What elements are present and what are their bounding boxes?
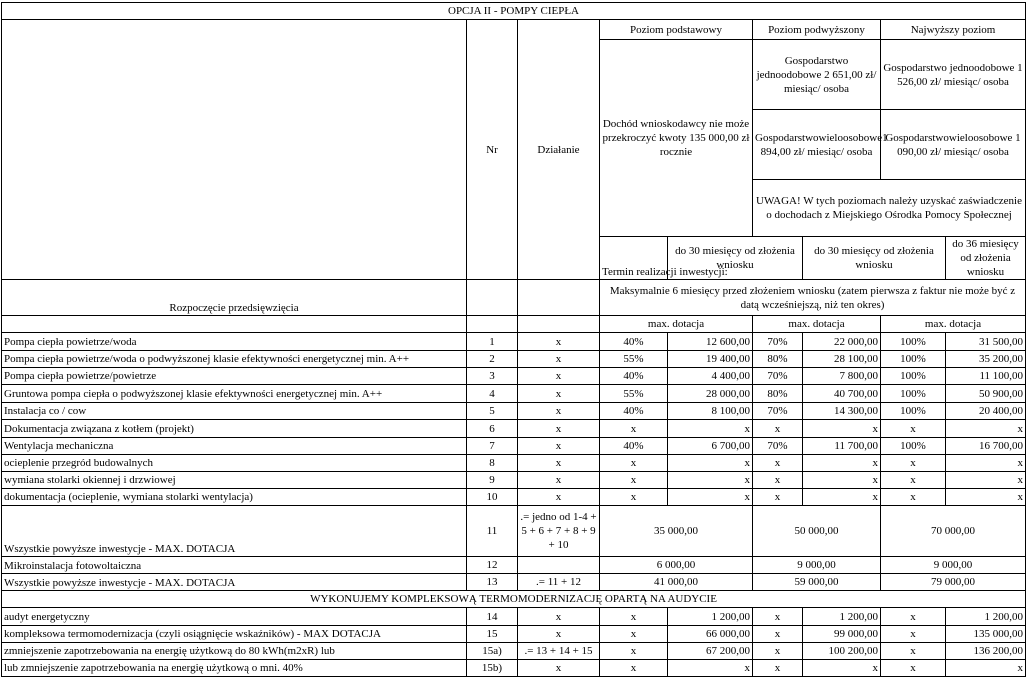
row-action: x xyxy=(518,420,600,438)
highest-percent: 100% xyxy=(881,403,946,420)
basic-percent: 55% xyxy=(600,351,668,368)
table-row xyxy=(2,368,1026,385)
row-name: Gruntowa pompa ciepła o podwyższonej klasie efektywności energetycznej min. A++ xyxy=(2,385,467,403)
row-name: audyt energetyczny xyxy=(2,608,467,626)
basic-total: 41 000,00 xyxy=(600,574,753,591)
row-action: .= 13 + 14 + 15 xyxy=(518,643,600,660)
table-row xyxy=(2,403,1026,420)
highest-amount: 1 200,00 xyxy=(946,608,1026,626)
row-name: Pompa ciepła powietrze/woda xyxy=(2,333,467,351)
row-nr: 5 xyxy=(467,403,518,420)
deadline-label: Termin realizacji inwestycji: xyxy=(600,237,668,280)
basic-amount: x xyxy=(668,472,753,489)
row-name: Instalacja co / cow xyxy=(2,403,467,420)
basic-percent: x xyxy=(600,660,668,677)
higher-percent: 70% xyxy=(753,438,803,455)
level-basic-header: Poziom podstawowy xyxy=(600,20,753,40)
highest-amount: x xyxy=(946,420,1026,438)
row-action: x xyxy=(518,608,600,626)
row-action: x xyxy=(518,455,600,472)
basic-percent: 40% xyxy=(600,438,668,455)
max-grant-row xyxy=(2,316,1026,333)
higher-percent: 70% xyxy=(753,403,803,420)
row-action: x xyxy=(518,368,600,385)
higher-total: 59 000,00 xyxy=(753,574,881,591)
row-nr: 14 xyxy=(467,608,518,626)
higher-total: 50 000,00 xyxy=(753,506,881,557)
level-header-row xyxy=(2,20,1026,40)
higher-percent: x xyxy=(753,420,803,438)
basic-amount: 66 000,00 xyxy=(668,626,753,643)
highest-amount: x xyxy=(946,472,1026,489)
higher-percent: x xyxy=(753,455,803,472)
basic-percent: x xyxy=(600,626,668,643)
start-row xyxy=(2,280,1026,316)
row-nr: 7 xyxy=(467,438,518,455)
row-action: x xyxy=(518,385,600,403)
highest-total: 79 000,00 xyxy=(881,574,1026,591)
max-grant-higher: max. dotacja xyxy=(753,316,881,333)
higher-amount: 28 100,00 xyxy=(803,351,881,368)
highest-percent: 100% xyxy=(881,438,946,455)
highest-amount: 135 000,00 xyxy=(946,626,1026,643)
highest-total: 70 000,00 xyxy=(881,506,1026,557)
basic-percent: x xyxy=(600,489,668,506)
higher-total: 9 000,00 xyxy=(753,557,881,574)
row-nr: 9 xyxy=(467,472,518,489)
higher-percent: 80% xyxy=(753,385,803,403)
empty-cell xyxy=(518,280,600,316)
highest-amount: 136 200,00 xyxy=(946,643,1026,660)
basic-total: 6 000,00 xyxy=(600,557,753,574)
row-name: Wszystkie powyższe inwestycje - MAX. DOTACJA xyxy=(2,574,467,591)
basic-amount: 19 400,00 xyxy=(668,351,753,368)
row-nr: 15b) xyxy=(467,660,518,677)
row-nr: 11 xyxy=(467,506,518,557)
basic-amount: 1 200,00 xyxy=(668,608,753,626)
basic-amount: x xyxy=(668,420,753,438)
table-row xyxy=(2,351,1026,368)
header-empty-cell xyxy=(2,20,467,280)
basic-amount: 67 200,00 xyxy=(668,643,753,660)
higher-amount: x xyxy=(803,472,881,489)
row-name: lub zmniejszenie zapotrzebowania na energię użytkową o mni. 40% xyxy=(2,660,467,677)
higher-percent: 80% xyxy=(753,351,803,368)
highest-amount: 35 200,00 xyxy=(946,351,1026,368)
table-row xyxy=(2,385,1026,403)
basic-percent: x xyxy=(600,608,668,626)
basic-total: 35 000,00 xyxy=(600,506,753,557)
higher-percent: 70% xyxy=(753,368,803,385)
highest-percent: x xyxy=(881,643,946,660)
basic-percent: 55% xyxy=(600,385,668,403)
higher-amount: 14 300,00 xyxy=(803,403,881,420)
highest-percent: x xyxy=(881,489,946,506)
basic-percent: 40% xyxy=(600,403,668,420)
highest-amount: 16 700,00 xyxy=(946,438,1026,455)
basic-amount: x xyxy=(668,455,753,472)
basic-amount: 6 700,00 xyxy=(668,438,753,455)
subsidy-table xyxy=(1,2,1026,677)
table-title: OPCJA II - POMPY CIEPŁA xyxy=(2,3,1026,20)
max-grant-basic: max. dotacja xyxy=(600,316,753,333)
row-nr: 4 xyxy=(467,385,518,403)
deadline-highest: do 36 miesięcy od złożenia wniosku xyxy=(946,237,1026,280)
highest-percent: x xyxy=(881,420,946,438)
highest-percent: x xyxy=(881,608,946,626)
row-nr: 10 xyxy=(467,489,518,506)
basic-income-limit: Dochód wnioskodawcy nie może przekroczyć kwoty 135 000,00 zł rocznie xyxy=(600,40,753,237)
higher-amount: x xyxy=(803,660,881,677)
col-action-header: Działanie xyxy=(518,20,600,280)
highest-percent: 100% xyxy=(881,351,946,368)
highest-single-income: Gospodarstwo jednoodobowe 1 526,00 zł/ miesiąc/ osoba xyxy=(881,40,1026,110)
row-nr: 15 xyxy=(467,626,518,643)
highest-amount: 31 500,00 xyxy=(946,333,1026,351)
basic-percent: x xyxy=(600,472,668,489)
table-row xyxy=(2,626,1026,643)
row-action: .= 11 + 12 xyxy=(518,574,600,591)
highest-multi-income: Gospodarstwowieloosobowe 1 090,00 zł/ miesiąc/ osoba xyxy=(881,110,1026,180)
row-action: x xyxy=(518,351,600,368)
row-action xyxy=(518,557,600,574)
basic-percent: x xyxy=(600,455,668,472)
row-action: x xyxy=(518,660,600,677)
row-name: zmniejszenie zapotrzebowania na energię użytkową do 80 kWh(m2xR) lub xyxy=(2,643,467,660)
highest-percent: 100% xyxy=(881,385,946,403)
max-grant-highest: max. dotacja xyxy=(881,316,1026,333)
row-action: x xyxy=(518,626,600,643)
row-name: Mikroinstalacja fotowoltaiczna xyxy=(2,557,467,574)
higher-amount: 100 200,00 xyxy=(803,643,881,660)
basic-percent: 40% xyxy=(600,333,668,351)
row-name: Dokumentacja związana z kotłem (projekt) xyxy=(2,420,467,438)
row-nr: 2 xyxy=(467,351,518,368)
row-name: Wentylacja mechaniczna xyxy=(2,438,467,455)
start-text: Maksymalnie 6 miesięcy przed złożeniem wniosku (zatem pierwsza z faktur nie może być z datą wcześniejszą, niż ten okres) xyxy=(600,280,1026,316)
highest-amount: x xyxy=(946,455,1026,472)
row-nr: 3 xyxy=(467,368,518,385)
basic-percent: x xyxy=(600,420,668,438)
table-body xyxy=(2,3,1026,677)
basic-amount: 4 400,00 xyxy=(668,368,753,385)
basic-amount: x xyxy=(668,660,753,677)
higher-amount: 11 700,00 xyxy=(803,438,881,455)
higher-amount: 7 800,00 xyxy=(803,368,881,385)
row-nr: 13 xyxy=(467,574,518,591)
highest-amount: 11 100,00 xyxy=(946,368,1026,385)
row-name: Pompa ciepła powietrze/powietrze xyxy=(2,368,467,385)
highest-percent: 100% xyxy=(881,368,946,385)
section-title: WYKONUJEMY KOMPLEKSOWĄ TERMOMODERNIZACJĘ OPARTĄ NA AUDYCIE xyxy=(2,591,1026,608)
deadline-higher: do 30 miesięcy od złożenia wniosku xyxy=(803,237,946,280)
table-row xyxy=(2,333,1026,351)
level-highest-header: Najwyższy poziom xyxy=(881,20,1026,40)
highest-amount: x xyxy=(946,489,1026,506)
section-row xyxy=(2,591,1026,608)
row-name: dokumentacja (ocieplenie, wymiana stolarki wentylacja) xyxy=(2,489,467,506)
basic-percent: 40% xyxy=(600,368,668,385)
highest-amount: 20 400,00 xyxy=(946,403,1026,420)
higher-percent: 70% xyxy=(753,333,803,351)
empty-cell xyxy=(518,316,600,333)
col-nr-header: Nr xyxy=(467,20,518,280)
higher-amount: 40 700,00 xyxy=(803,385,881,403)
row-action: x xyxy=(518,489,600,506)
row-nr: 12 xyxy=(467,557,518,574)
higher-amount: x xyxy=(803,420,881,438)
higher-percent: x xyxy=(753,472,803,489)
table-row xyxy=(2,643,1026,660)
basic-amount: 8 100,00 xyxy=(668,403,753,420)
higher-amount: 1 200,00 xyxy=(803,608,881,626)
row-action: .= jedno od 1-4 + 5 + 6 + 7 + 8 + 9 + 10 xyxy=(518,506,600,557)
title-row xyxy=(2,3,1026,20)
highest-percent: x xyxy=(881,660,946,677)
level-higher-header: Poziom podwyższony xyxy=(753,20,881,40)
highest-percent: x xyxy=(881,455,946,472)
empty-cell xyxy=(2,316,467,333)
start-label: Rozpoczęcie przedsięwzięcia xyxy=(2,280,467,316)
total-row xyxy=(2,557,1026,574)
table-row xyxy=(2,438,1026,455)
higher-percent: x xyxy=(753,489,803,506)
higher-amount: 22 000,00 xyxy=(803,333,881,351)
higher-percent: x xyxy=(753,608,803,626)
empty-cell xyxy=(467,280,518,316)
higher-multi-income: Gospodarstwowieloosobowe1 894,00 zł/ miesiąc/ osoba xyxy=(753,110,881,180)
row-name: Wszystkie powyższe inwestycje - MAX. DOTACJA xyxy=(2,506,467,557)
higher-percent: x xyxy=(753,660,803,677)
higher-percent: x xyxy=(753,643,803,660)
row-name: wymiana stolarki okiennej i drzwiowej xyxy=(2,472,467,489)
empty-cell xyxy=(467,316,518,333)
total-row xyxy=(2,574,1026,591)
mops-notice: UWAGA! W tych poziomach należy uzyskać zaświadczenie o dochodach z Miejskiego Ośrodka Pomocy Społecznej xyxy=(753,180,1026,237)
row-nr: 1 xyxy=(467,333,518,351)
higher-amount: x xyxy=(803,489,881,506)
higher-amount: 99 000,00 xyxy=(803,626,881,643)
row-name: Pompa ciepła powietrze/woda o podwyższonej klasie efektywności energetycznej min. A++ xyxy=(2,351,467,368)
highest-percent: x xyxy=(881,472,946,489)
highest-percent: 100% xyxy=(881,333,946,351)
higher-percent: x xyxy=(753,626,803,643)
table-row xyxy=(2,472,1026,489)
basic-amount: x xyxy=(668,489,753,506)
row-action: x xyxy=(518,403,600,420)
row-name: ocieplenie przegród budowalnych xyxy=(2,455,467,472)
row-nr: 15a) xyxy=(467,643,518,660)
table-row xyxy=(2,489,1026,506)
higher-single-income: Gospodarstwo jednoodobowe 2 651,00 zł/ miesiąc/ osoba xyxy=(753,40,881,110)
table-row xyxy=(2,455,1026,472)
highest-percent: x xyxy=(881,626,946,643)
row-name: kompleksowa termomodernizacja (czyli osiągnięcie wskaźników) - MAX DOTACJA xyxy=(2,626,467,643)
table-row xyxy=(2,660,1026,677)
highest-amount: 50 900,00 xyxy=(946,385,1026,403)
highest-amount: x xyxy=(946,660,1026,677)
row-action: x xyxy=(518,333,600,351)
table-row xyxy=(2,608,1026,626)
highest-total: 9 000,00 xyxy=(881,557,1026,574)
row-nr: 6 xyxy=(467,420,518,438)
row-action: x xyxy=(518,438,600,455)
row-nr: 8 xyxy=(467,455,518,472)
total-row xyxy=(2,506,1026,557)
deadline-basic: do 30 miesięcy od złożenia wniosku xyxy=(668,237,803,280)
table-row xyxy=(2,420,1026,438)
basic-amount: 12 600,00 xyxy=(668,333,753,351)
basic-amount: 28 000,00 xyxy=(668,385,753,403)
higher-amount: x xyxy=(803,455,881,472)
basic-percent: x xyxy=(600,643,668,660)
row-action: x xyxy=(518,472,600,489)
